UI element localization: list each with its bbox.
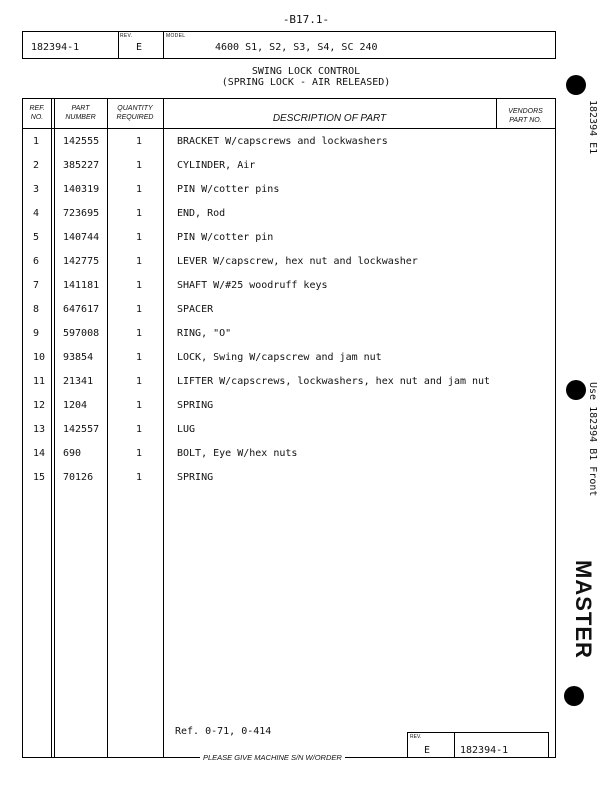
description-cell: LOCK, Swing W/capscrew and jam nut xyxy=(177,352,382,363)
ref-no-cell: 9 xyxy=(33,328,40,339)
rev-value: E xyxy=(136,42,143,53)
table-row xyxy=(23,208,555,232)
table-row xyxy=(23,376,555,400)
description-cell: LEVER W/capscrew, hex nut and lockwasher xyxy=(177,256,418,267)
page-title: SWING LOCK CONTROL xyxy=(251,66,361,77)
ref-no-cell: 11 xyxy=(33,376,46,387)
side-use-note: Use 182394 B1 Front xyxy=(587,382,598,497)
reference-note: Ref. 0-71, 0-414 xyxy=(175,726,272,737)
description-cell: RING, "O" xyxy=(177,328,232,339)
description-cell: CYLINDER, Air xyxy=(177,160,256,171)
quantity-cell: 1 xyxy=(136,184,143,195)
model-label: MODEL xyxy=(166,33,186,39)
table-row xyxy=(23,232,555,256)
description-cell: LUG xyxy=(177,424,196,435)
quantity-cell: 1 xyxy=(136,352,143,363)
quantity-cell: 1 xyxy=(136,328,143,339)
part-number-cell: 385227 xyxy=(63,160,100,171)
description-cell: SPRING xyxy=(177,472,214,483)
description-cell: END, Rod xyxy=(177,208,226,219)
footer-doc-number: 182394-1 xyxy=(460,745,509,756)
footer-order-note: PLEASE GIVE MACHINE S/N W/ORDER xyxy=(200,753,345,762)
ref-no-cell: 4 xyxy=(33,208,40,219)
part-number-cell: 142557 xyxy=(63,424,100,435)
description-cell: SPACER xyxy=(177,304,214,315)
table-row xyxy=(23,256,555,280)
quantity-cell: 1 xyxy=(136,208,143,219)
part-number-cell: 597008 xyxy=(63,328,100,339)
binder-hole-top xyxy=(566,75,586,95)
ref-no-cell: 2 xyxy=(33,160,40,171)
col-quantity: QUANTITY REQUIRED xyxy=(116,105,154,121)
footer-rev-label: REV. xyxy=(410,734,422,740)
table-row xyxy=(23,280,555,304)
binder-hole-bottom xyxy=(564,686,584,706)
ref-no-cell: 5 xyxy=(33,232,40,243)
quantity-cell: 1 xyxy=(136,472,143,483)
table-row xyxy=(23,400,555,424)
doc-number-cell xyxy=(23,32,119,58)
rev-label: REV. xyxy=(120,33,133,39)
description-cell: SPRING xyxy=(177,400,214,411)
part-number-cell: 723695 xyxy=(63,208,100,219)
doc-number: 182394-1 xyxy=(31,42,80,53)
ref-no-cell: 7 xyxy=(33,280,40,291)
quantity-cell: 1 xyxy=(136,448,143,459)
binder-hole-middle xyxy=(566,380,586,400)
ref-no-cell: 1 xyxy=(33,136,40,147)
table-row xyxy=(23,160,555,184)
ref-no-cell: 6 xyxy=(33,256,40,267)
part-number-cell: 21341 xyxy=(63,376,94,387)
quantity-cell: 1 xyxy=(136,376,143,387)
part-number-cell: 140744 xyxy=(63,232,100,243)
part-number-cell: 140319 xyxy=(63,184,100,195)
ref-no-cell: 13 xyxy=(33,424,46,435)
header-box xyxy=(22,31,556,59)
part-number-cell: 690 xyxy=(63,448,82,459)
quantity-cell: 1 xyxy=(136,280,143,291)
ref-no-cell: 10 xyxy=(33,352,46,363)
parts-table xyxy=(22,98,556,758)
table-row xyxy=(23,424,555,448)
part-number-cell: 142555 xyxy=(63,136,100,147)
ref-no-cell: 8 xyxy=(33,304,40,315)
description-cell: PIN W/cotter pin xyxy=(177,232,274,243)
part-number-cell: 1204 xyxy=(63,400,88,411)
table-row xyxy=(23,472,555,496)
description-cell: BRACKET W/capscrews and lockwashers xyxy=(177,136,388,147)
rev-cell xyxy=(118,32,164,58)
col-ref-no: REF. NO. xyxy=(29,105,45,121)
page-number: -B17.1- xyxy=(282,13,330,26)
part-number-cell: 142775 xyxy=(63,256,100,267)
quantity-cell: 1 xyxy=(136,424,143,435)
description-cell: BOLT, Eye W/hex nuts xyxy=(177,448,298,459)
ref-no-cell: 15 xyxy=(33,472,46,483)
description-cell: PIN W/cotter pins xyxy=(177,184,280,195)
table-row xyxy=(23,304,555,328)
footer-rev-value: E xyxy=(424,745,431,756)
part-number-cell: 141181 xyxy=(63,280,100,291)
col-description: DESCRIPTION OF PART xyxy=(272,113,387,124)
master-stamp: MASTER xyxy=(571,560,596,659)
table-row xyxy=(23,184,555,208)
col-part-number: PART NUMBER xyxy=(65,105,96,121)
quantity-cell: 1 xyxy=(136,232,143,243)
col-vendors-part: VENDORS PART NO. xyxy=(508,108,543,124)
table-row xyxy=(23,136,555,160)
ref-no-cell: 3 xyxy=(33,184,40,195)
description-cell: SHAFT W/#25 woodruff keys xyxy=(177,280,328,291)
quantity-cell: 1 xyxy=(136,400,143,411)
table-row xyxy=(23,448,555,472)
ref-no-cell: 12 xyxy=(33,400,46,411)
quantity-cell: 1 xyxy=(136,304,143,315)
footer-rev-box xyxy=(407,732,549,758)
table-row xyxy=(23,352,555,376)
side-doc-number: 182394 E1 xyxy=(587,100,598,155)
ref-no-cell: 14 xyxy=(33,448,46,459)
page-subtitle: (SPRING LOCK - AIR RELEASED) xyxy=(221,77,391,88)
part-number-cell: 70126 xyxy=(63,472,94,483)
quantity-cell: 1 xyxy=(136,160,143,171)
model-value: 4600 S1, S2, S3, S4, SC 240 xyxy=(215,42,378,53)
description-cell: LIFTER W/capscrews, lockwashers, hex nut and jam nut xyxy=(177,376,491,387)
part-number-cell: 647617 xyxy=(63,304,100,315)
table-row xyxy=(23,328,555,352)
part-number-cell: 93854 xyxy=(63,352,94,363)
quantity-cell: 1 xyxy=(136,256,143,267)
quantity-cell: 1 xyxy=(136,136,143,147)
